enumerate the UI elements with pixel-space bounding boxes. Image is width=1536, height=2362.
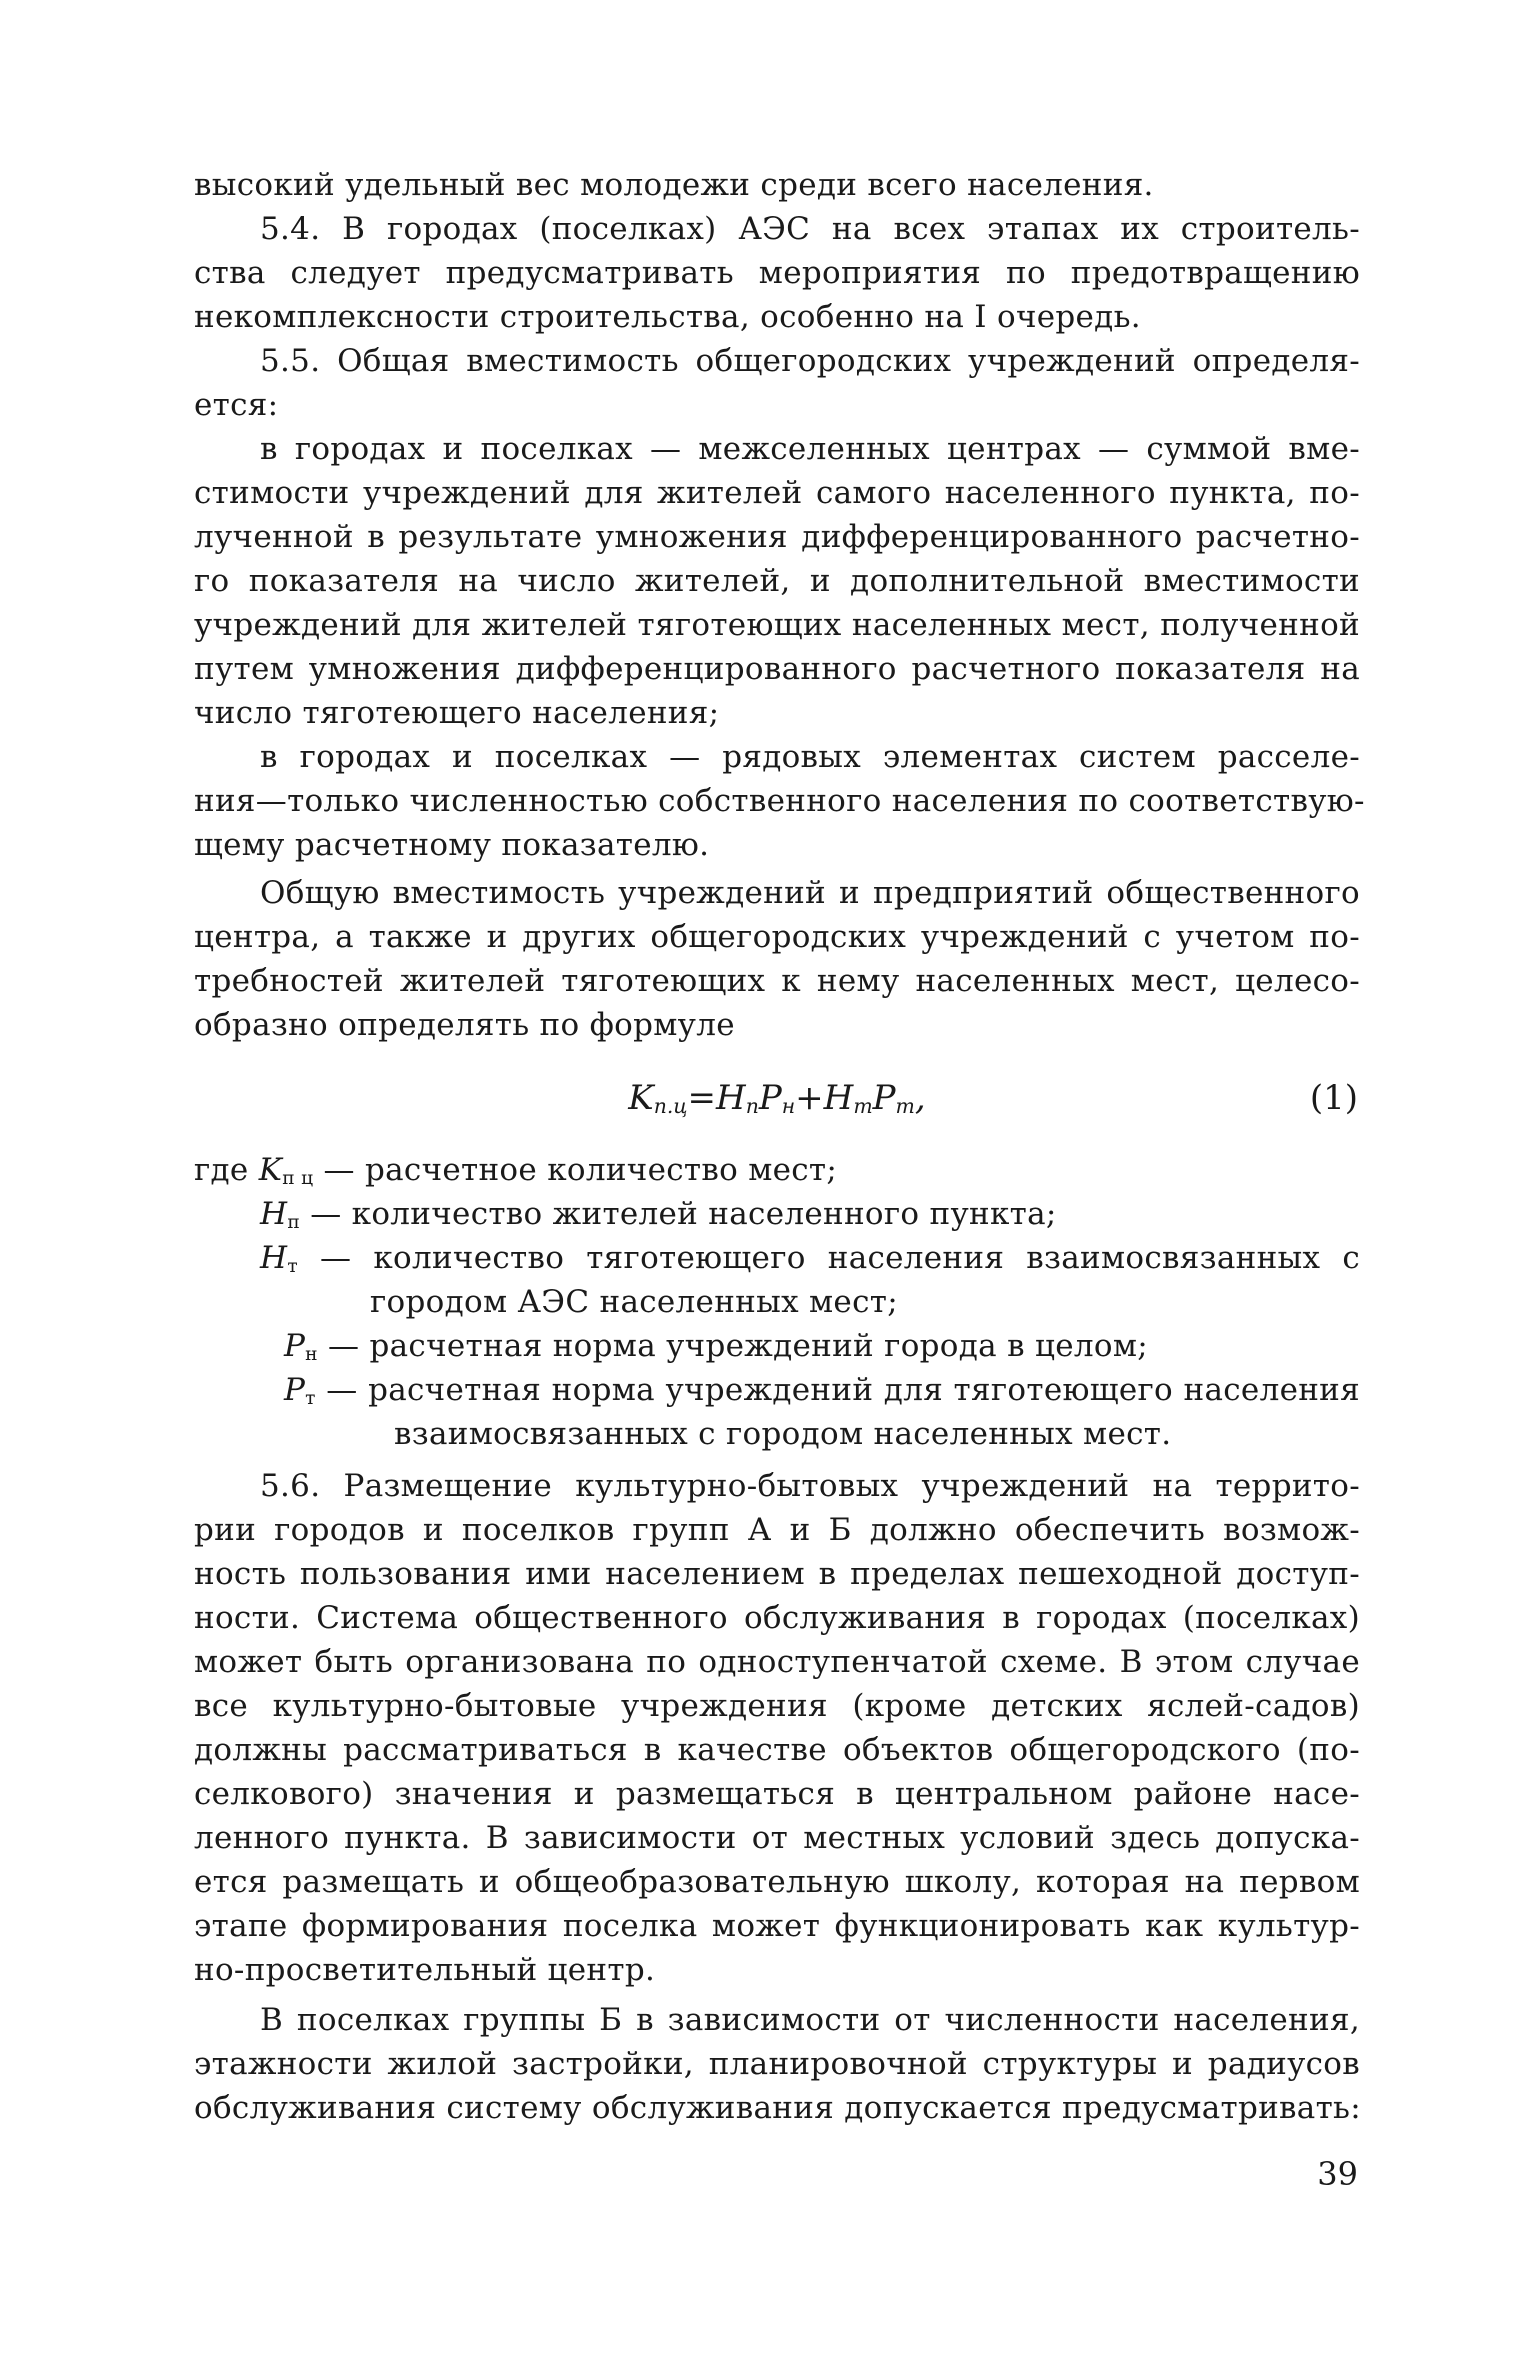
- text-line: но-просветительный центр.: [194, 1952, 656, 1988]
- text-line: обслуживания систему обслуживания допускается предусматривать:: [194, 2090, 1361, 2126]
- text-line: в городах и поселках — межселенных центрах — суммой вме-: [260, 431, 1360, 467]
- text-line: учреждений для жителей тяготеющих населенных мест, полученной: [194, 607, 1360, 643]
- text-line: В поселках группы Б в зависимости от численности населения,: [260, 2002, 1360, 2038]
- text-line: 5.5. Общая вместимость общегородских учреждений определя-: [260, 343, 1360, 379]
- text-line: селкового) значения и размещаться в центральном районе насе-: [194, 1776, 1360, 1812]
- formula-number: (1): [1309, 1078, 1358, 1118]
- definition-line: $P_н$ — расчетная норма учреждений города в целом;: [284, 1328, 1148, 1365]
- formula-1: [194, 1070, 1360, 1126]
- text-line: ется размещать и общеобразовательную школу, которая на первом: [194, 1864, 1360, 1900]
- text-line: 5.4. В городах (поселках) АЭС на всех этапах их строитель-: [260, 211, 1360, 247]
- text-line: го показателя на число жителей, и дополнительной вместимости: [194, 563, 1360, 599]
- text-line: может быть организована по одноступенчатой схеме. В этом случае: [194, 1644, 1360, 1680]
- text-line: центра, а также и других общегородских учреждений с учетом по-: [194, 919, 1360, 955]
- text-line: все культурно-бытовые учреждения (кроме детских яслей-садов): [194, 1688, 1360, 1724]
- text-line: ленного пункта. В зависимости от местных условий здесь допуска-: [194, 1820, 1360, 1856]
- text-line: в городах и поселках — рядовых элементах систем расселе-: [260, 739, 1360, 775]
- definition-line: $H_т$ — количество тяготеющего населения взаимосвязанных с: [260, 1240, 1360, 1277]
- formula-expression: $K_{п.ц}=H_пP_н+H_тP_т$,: [628, 1078, 926, 1118]
- text-line: некомплексности строительства, особенно на I очередь.: [194, 299, 1141, 335]
- text-line: Общую вместимость учреждений и предприятий общественного: [260, 875, 1360, 911]
- text-line: этапе формирования поселка может функционировать как культур-: [194, 1908, 1360, 1944]
- text-line: щему расчетному показателю.: [194, 827, 710, 863]
- text-line: требностей жителей тяготеющих к нему населенных мест, целесо-: [194, 963, 1360, 999]
- text-line: высокий удельный вес молодежи среди всего населения.: [194, 167, 1154, 203]
- text-line: число тяготеющего населения;: [194, 695, 720, 731]
- text-line: путем умножения дифференцированного расчетного показателя на: [194, 651, 1360, 687]
- definition-line: где $K_{п ц}$ — расчетное количество мест;: [194, 1152, 838, 1189]
- text-line: этажности жилой застройки, планировочной структуры и радиусов: [194, 2046, 1360, 2082]
- text-line: ется:: [194, 387, 279, 423]
- text-line: образно определять по формуле: [194, 1007, 735, 1043]
- text-line: стимости учреждений для жителей самого населенного пункта, по-: [194, 475, 1360, 511]
- text-line: лученной в результате умножения дифференцированного расчетно-: [194, 519, 1360, 555]
- text-line: 5.6. Размещение культурно-бытовых учреждений на террито-: [260, 1468, 1360, 1504]
- text-line: ности. Система общественного обслуживания в городах (поселках): [194, 1600, 1360, 1636]
- text-line: ность пользования ими населением в пределах пешеходной доступ-: [194, 1556, 1360, 1592]
- text-line: ства следует предусматривать мероприятия по предотвращению: [194, 255, 1360, 291]
- definition-line: $P_т$ — расчетная норма учреждений для тяготеющего населения: [284, 1372, 1360, 1409]
- definition-line: взаимосвязанных с городом населенных мест.: [394, 1416, 1172, 1452]
- text-line: должны рассматриваться в качестве объектов общегородского (по-: [194, 1732, 1360, 1768]
- definition-line: городом АЭС населенных мест;: [370, 1284, 898, 1320]
- page-number: 39: [1317, 2155, 1358, 2193]
- text-line: рии городов и поселков групп А и Б должно обеспечить возмож-: [194, 1512, 1360, 1548]
- definition-line: $H_п$ — количество жителей населенного пункта;: [260, 1196, 1057, 1233]
- text-line: ния—только численностью собственного населения по соответствую-: [194, 783, 1365, 819]
